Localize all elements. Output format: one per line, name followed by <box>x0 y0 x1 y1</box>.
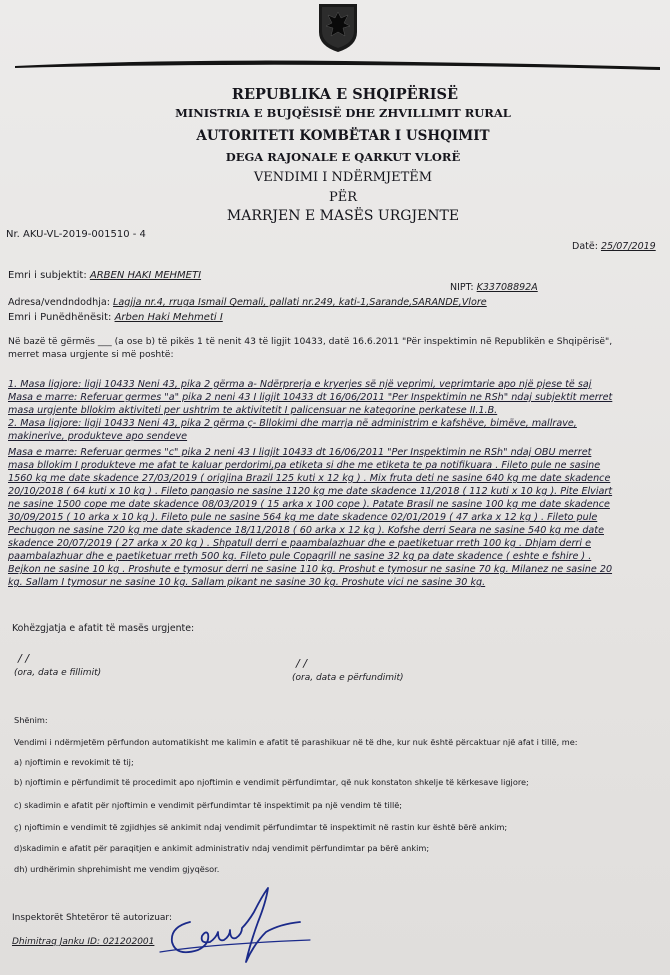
duration-label: Kohëzgjatja e afatit të masës urgjente: <box>12 623 195 634</box>
branch-heading: DEGA RAJONALE E QARKUT VLORË <box>225 150 461 164</box>
ministry-heading: MINISTRIA E BUJQËSISË DHE ZHVILLIMIT RURAL <box>175 106 511 120</box>
inspectors-label: Inspektorët Shtetëror të autorizuar: <box>12 913 172 923</box>
start-slashes: / / <box>18 652 29 665</box>
employer-value: Arben Haki Mehmeti I <box>114 312 223 323</box>
measure-line: paambalazhuar dhe e paetiketuar rreth 500 kg. Fileto pule Copagrill ne sasine 32 kg pa date skadence ( eshte e fshire ) . <box>8 551 592 562</box>
measure-line: 1. Masa ligjore: ligji 10433 Neni 43, pika 2 gërma a- Ndërprerja e kryerjes së një veprimi, veprimtarie apo një pjese të saj <box>8 379 592 390</box>
note-line: d)skadimin e afatit për paraqitjen e ankimit administrativ ndaj vendimit përfundimtar pa bërë ankim; <box>14 843 430 853</box>
note-line: c) skadimin e afatit për njoftimin e vendimit përfundimtar të inspektimit pa një vendim të tillë; <box>14 800 403 810</box>
date-value: 25/07/2019 <box>600 241 656 252</box>
note-line: ç) njoftimin e vendimit të zgjidhjes së ankimit ndaj vendimit përfundimtar të inspektimit në rastin kur është bërë ankim; <box>14 822 508 832</box>
nipt-value: K33708892A <box>476 282 538 293</box>
measure-line: 20/10/2018 ( 64 kuti x 10 kg ) . Fileto pangasio ne sasine 1120 kg me date skadence 11/2018 ( 112 kuti x 10 kg ). Pite Elviart <box>8 486 613 497</box>
measure-line: Masa e marre: Referuar germes "c" pika 2 neni 43 I ligjit 10433 dt 16/06/2011 "Per Inspektimin ne RSh" ndaj OBU merret <box>8 447 592 458</box>
note-line: Vendimi i ndërmjetëm përfundon automatikisht me kalimin e afatit të parashikuar në të dhe, kur nuk është përcaktuar një afat i tillë, me: <box>14 737 578 747</box>
measure-line: 2. Masa ligjore: ligji 10433 Neni 43, pika 2 gërma ç- Bllokimi dhe marrja në administrim e kafshëve, bimëve, mallrave, <box>8 418 577 429</box>
intro-line: Në bazë të gërmës ___ (a ose b) të pikës 1 të nenit 43 të ligjit 10433, datë 16.6.2011 "Për inspektimin në Republikën e Shqipërisë", <box>8 336 613 347</box>
inspector-name: Dhimitraq Janku ID: 021202001 <box>12 937 155 947</box>
nipt-row <box>450 282 538 293</box>
measure-line: masa bllokim I produkteve me afat te kaluar perdorimi,pa etiketa si dhe me etiketa te pa notifikuara . Fileto pule ne sasine <box>8 460 601 471</box>
employer-label: Emri i Punëdhënësit: <box>8 312 112 323</box>
title-line-3: MARRJEN E MASËS URGJENTE <box>226 208 460 224</box>
measure-line: 1560 kg me date skadence 27/03/2019 ( origjina Brazil 125 kuti x 12 kg ) . Mix fruta deti ne sasine 640 kg me date skadence <box>8 473 611 484</box>
subject-name-value: ARBEN HAKI MEHMETI <box>89 270 202 281</box>
subject-name-row <box>8 270 201 281</box>
employer-row <box>8 312 223 323</box>
date-label: Datë: <box>572 241 598 252</box>
republic-heading: REPUBLIKA E SHQIPËRISË <box>231 86 459 103</box>
document-number: Nr. AKU-VL-2019-001510 - 4 <box>6 229 146 240</box>
title-line-1: VENDIMI I NDËRMJETËM <box>253 170 433 185</box>
measure-line: Bejkon ne sasine 10 kg . Proshute e tymosur derri ne sasine 110 kg. Proshut e tymosur ne sasine 70 kg. Milanez ne sasine 20 <box>8 564 613 575</box>
note-line: dh) urdhërimin shprehimisht me vendim gjyqësor. <box>14 864 220 874</box>
note-line: b) njoftimin e përfundimit të procedimit apo njoftimin e vendimit përfundimtar, që nuk konstaton shkelje të kërkesave ligjore; <box>14 777 529 787</box>
address-value: Lagjja nr.4, rruga Ismail Qemali, pallati nr.249, kati-1,Sarande,SARANDE,Vlore <box>113 297 487 308</box>
title-line-2: PËR <box>328 190 358 205</box>
authority-heading: AUTORITETI KOMBËTAR I USHQIMIT <box>196 128 490 144</box>
address-label: Adresa/vendndodhja: <box>8 297 110 308</box>
handwritten-signature-icon <box>150 882 320 972</box>
note-line: a) njoftimin e revokimit të tij; <box>14 757 134 767</box>
subject-name-label: Emri i subjektit: <box>8 270 87 281</box>
nipt-label: NIPT: <box>450 282 474 293</box>
measure-line: Masa e marre: Referuar germes "a" pika 2 neni 43 I ligjit 10433 dt 16/06/2011 "Per Inspektimin ne RSh" ndaj subjektit merret <box>8 392 613 403</box>
measure-line: kg. Sallam I tymosur ne sasine 10 kg. Sallam pikant ne sasine 30 kg. Proshute vici ne sasine 30 kg. <box>8 577 486 588</box>
intro-line: merret masa urgjente si më poshtë: <box>8 349 174 360</box>
measure-line: ne sasine 1500 cope me date skadence 08/03/2019 ( 15 arka x 100 cope ). Patate Brasil ne sasine 100 kg me date skadence <box>8 499 610 510</box>
measure-line: masa urgjente bllokim aktiviteti per ushtrim te aktivitetit I palicensuar ne kategorine perkatese II.1.B. <box>8 405 498 416</box>
end-caption: (ora, data e përfundimit) <box>292 673 404 683</box>
measure-line: makinerive, produkteve apo sendeve <box>8 431 188 442</box>
start-caption: (ora, data e fillimit) <box>14 668 102 678</box>
measure-line: 30/09/2015 ( 10 arka x 10 kg ). Fileto pule ne sasine 564 kg me date skadence 02/01/2019 ( 47 arka x 12 kg ) . Fileto pule <box>8 512 598 523</box>
albanian-eagle-emblem-icon <box>316 2 360 54</box>
end-slashes: / / <box>296 657 307 670</box>
document-date <box>572 241 656 252</box>
header-divider <box>15 57 660 73</box>
measure-line: Pechugon ne sasine 720 kg me date skadence 18/11/2018 ( 60 arka x 12 kg ). Kofshe derri Seara ne sasine 540 kg me date <box>8 525 604 536</box>
note-heading: Shënim: <box>14 715 48 725</box>
address-row <box>8 297 487 308</box>
measure-line: skadence 20/07/2019 ( 27 arka x 20 kg ) . Shpatull derri e paambalazhuar dhe e paetiketuar rreth 100 kg . Dhjam derri e <box>8 538 591 549</box>
